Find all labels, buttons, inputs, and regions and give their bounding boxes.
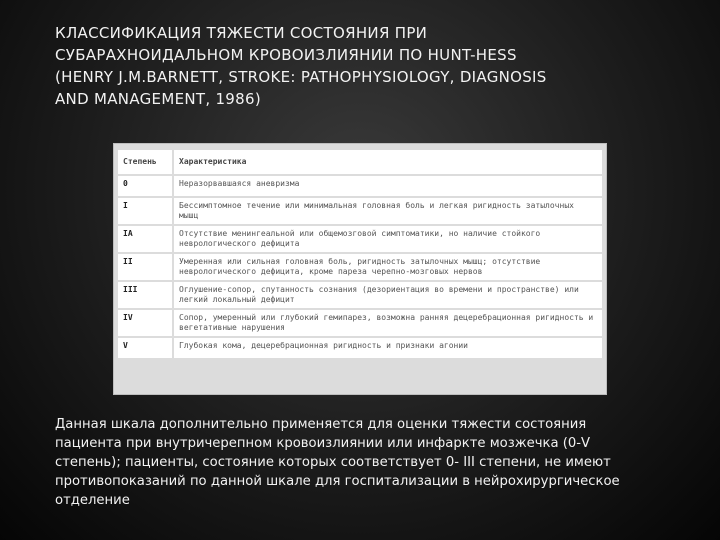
- title-line: (HENRY J.M.BARNETT, STROKE: PATHOPHYSIOLOGY, DIAGNOSIS: [55, 68, 547, 86]
- body-line: пациента при внутричерепном кровоизлиянии или инфаркте мозжечка (0-V: [55, 436, 591, 451]
- description-cell: Умеренная или сильная головная боль, ригидность затылочных мышц; отсутствие неврологического дефицита, кроме пареза черепно-мозговых нервов: [174, 254, 602, 280]
- slide-title: [55, 22, 675, 110]
- grade-cell: II: [118, 254, 174, 280]
- table-header-row: [118, 150, 602, 174]
- grade-cell: 0: [118, 176, 174, 196]
- header-description: Характеристика: [174, 150, 602, 174]
- body-paragraph: [55, 415, 675, 510]
- body-line: Данная шкала дополнительно применяется для оценки тяжести состояния: [55, 417, 587, 432]
- grade-cell: V: [118, 338, 174, 358]
- grade-cell: IV: [118, 310, 174, 336]
- grade-cell: IA: [118, 226, 174, 252]
- body-line: противопоказаний по данной шкале для госпитализации в нейрохирургическое: [55, 474, 620, 489]
- description-cell: Бессимптомное течение или минимальная головная боль и легкая ригидность затылочных мышц: [174, 198, 602, 224]
- table-row: [118, 176, 602, 196]
- table-row: [118, 226, 602, 252]
- table-row: [118, 198, 602, 224]
- table-row: [118, 310, 602, 336]
- title-line: AND MANAGEMENT, 1986): [55, 90, 261, 108]
- table-row: [118, 338, 602, 358]
- description-cell: Неразорвавшаяся аневризма: [174, 176, 602, 196]
- description-cell: Глубокая кома, децеребрационная ригидность и признаки агонии: [174, 338, 602, 358]
- title-line: КЛАССИФИКАЦИЯ ТЯЖЕСТИ СОСТОЯНИЯ ПРИ: [55, 24, 428, 42]
- description-cell: Сопор, умеренный или глубокий гемипарез, возможна ранняя децеребрационная ригидность и вегетативные нарушения: [174, 310, 602, 336]
- hunt-hess-table-image: [113, 143, 607, 395]
- description-cell: Оглушение-сопор, спутанность сознания (дезориентация во времени и пространстве) или легкий локальный дефицит: [174, 282, 602, 308]
- table-row: [118, 254, 602, 280]
- title-line: СУБАРАХНОИДАЛЬНОМ КРОВОИЗЛИЯНИИ ПО HUNT-HESS: [55, 46, 517, 64]
- body-line: отделение: [55, 493, 130, 508]
- description-cell: Отсутствие менингеальной или общемозговой симптоматики, но наличие стойкого неврологического дефицита: [174, 226, 602, 252]
- grade-cell: I: [118, 198, 174, 224]
- hunt-hess-table: [118, 148, 602, 360]
- grade-cell: III: [118, 282, 174, 308]
- table-row: [118, 282, 602, 308]
- header-grade: Степень: [118, 150, 174, 174]
- body-line: степень); пациенты, состояние которых соответствует 0- III степени, не имеют: [55, 455, 611, 470]
